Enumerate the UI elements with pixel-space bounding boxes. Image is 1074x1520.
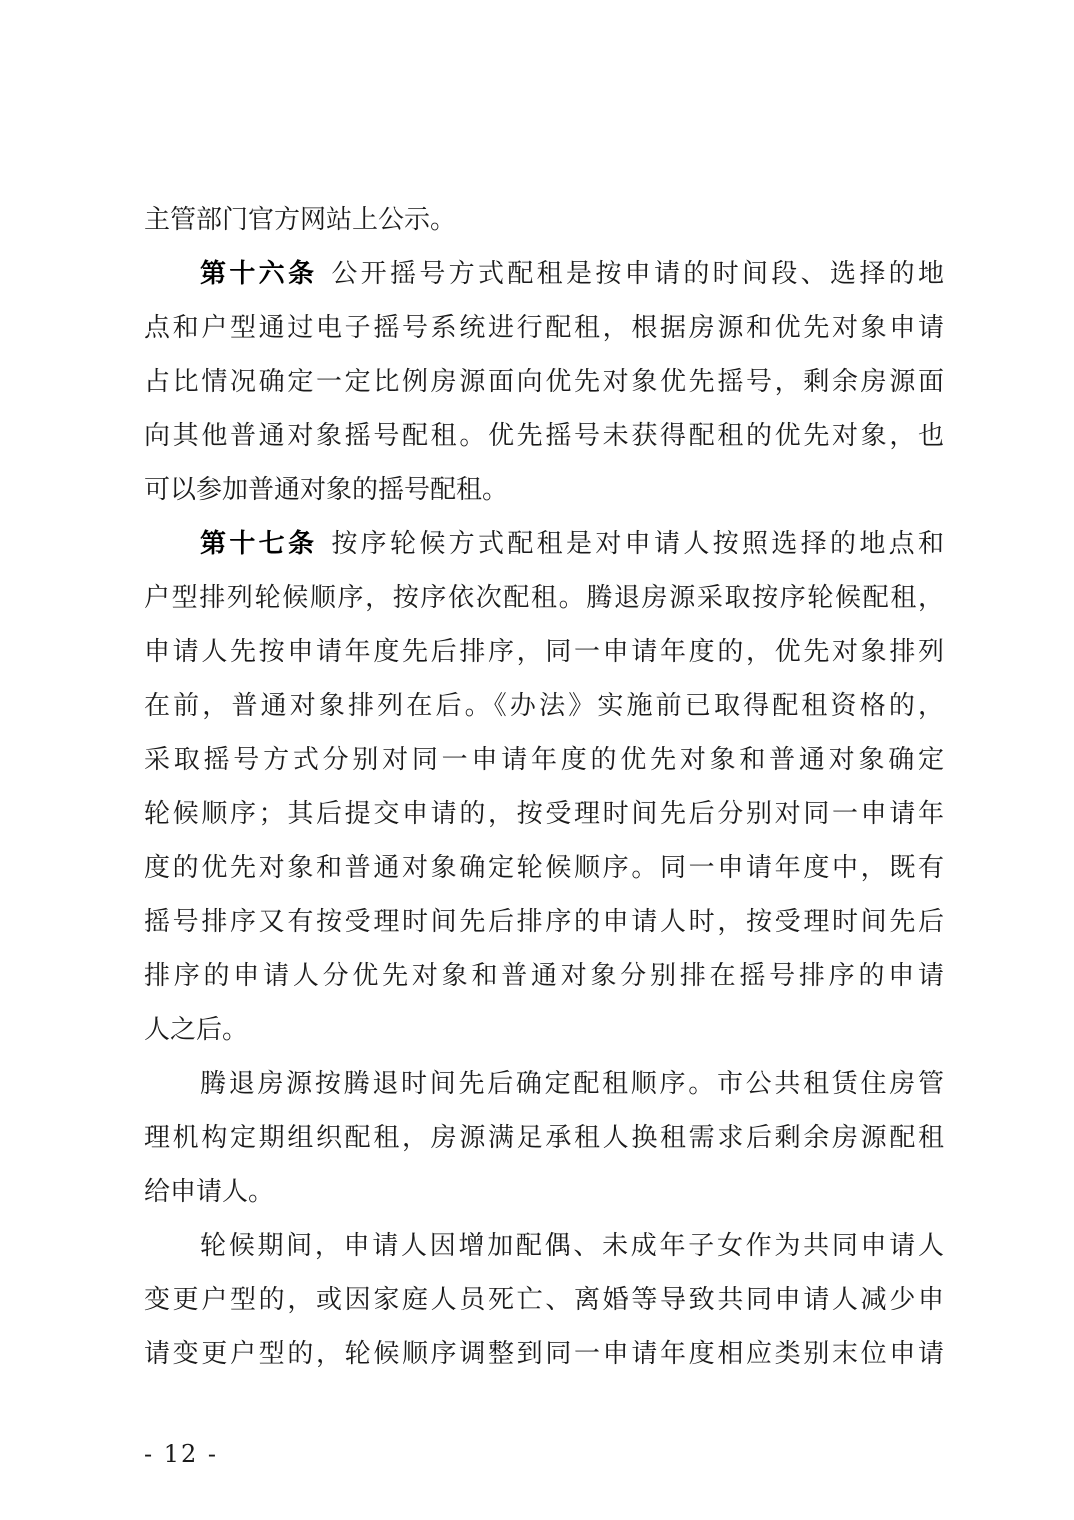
text-line: 向其他普通对象摇号配租。优先摇号未获得配租的优先对象，也	[144, 421, 944, 451]
text-line: 户型排列轮候顺序，按序依次配租。腾退房源采取按序轮候配租，	[144, 583, 944, 613]
text-line: 度的优先对象和普通对象确定轮候顺序。同一申请年度中，既有	[144, 853, 944, 883]
text-line: 变更户型的，或因家庭人员死亡、离婚等导致共同申请人减少申	[144, 1285, 944, 1315]
text-line: 按序轮候方式配租是对申请人按照选择的地点和	[331, 529, 944, 559]
text-line: 理机构定期组织配租，房源满足承租人换租需求后剩余房源配租	[144, 1123, 944, 1153]
text-line: 公开摇号方式配租是按申请的时间段、选择的地	[331, 259, 944, 289]
text-line: 点和户型通过电子摇号系统进行配租，根据房源和优先对象申请	[144, 313, 944, 343]
text-line: 主管部门官方网站上公示。	[144, 205, 457, 235]
text-line: 轮候期间，申请人因增加配偶、未成年子女作为共同申请人	[200, 1231, 944, 1261]
text-line: 摇号排序又有按受理时间先后排序的申请人时，按受理时间先后	[144, 907, 944, 937]
document-body	[144, 193, 944, 1381]
text-line: 采取摇号方式分别对同一申请年度的优先对象和普通对象确定	[144, 745, 944, 775]
text-line: 腾退房源按腾退时间先后确定配租顺序。市公共租赁住房管	[200, 1069, 944, 1099]
article-17-first-line	[144, 517, 944, 571]
text-line: 人之后。	[144, 1015, 249, 1045]
text-line: 请变更户型的，轮候顺序调整到同一申请年度相应类别末位申请	[144, 1339, 944, 1369]
text-line: 占比情况确定一定比例房源面向优先对象优先摇号，剩余房源面	[144, 367, 944, 397]
text-line: 轮候顺序；其后提交申请的，按受理时间先后分别对同一申请年	[144, 799, 944, 829]
page-number: - 12 -	[144, 1440, 219, 1468]
text-line: 在前，普通对象排列在后。《办法》实施前已取得配租资格的，	[144, 691, 944, 721]
text-line: 排序的申请人分优先对象和普通对象分别排在摇号排序的申请	[144, 961, 944, 991]
text-line: 可以参加普通对象的摇号配租。	[144, 475, 509, 505]
text-line: 给申请人。	[144, 1177, 275, 1207]
text-line: 申请人先按申请年度先后排序，同一申请年度的，优先对象排列	[144, 637, 944, 667]
article-16-heading: 第十六条	[200, 259, 318, 289]
article-17-heading: 第十七条	[200, 529, 318, 559]
article-16-first-line	[144, 247, 944, 301]
